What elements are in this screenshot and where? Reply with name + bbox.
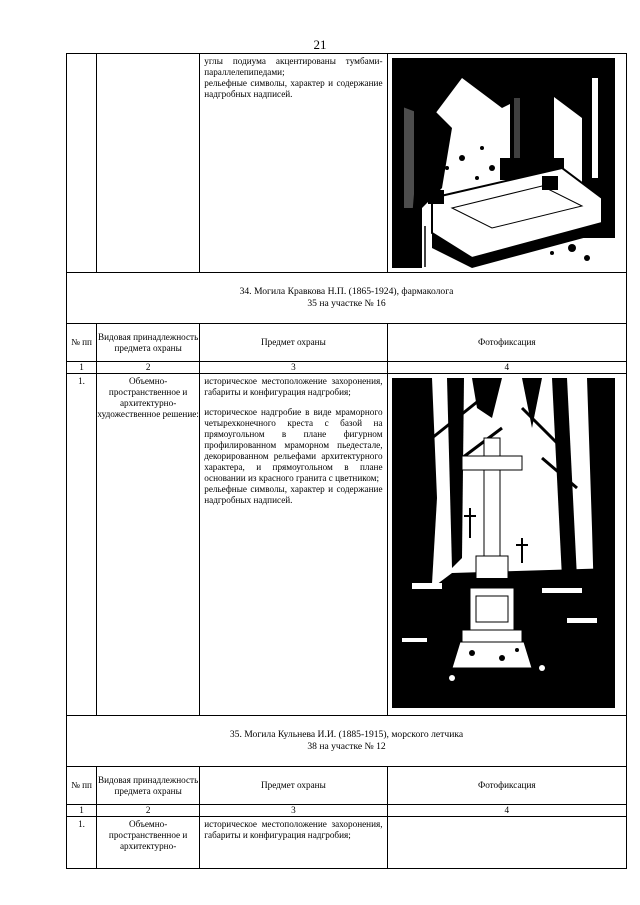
table-row xyxy=(67,374,627,716)
col-index: 2 xyxy=(97,362,200,374)
section-subtitle: 35 на участке № 16 xyxy=(307,298,386,309)
index-row xyxy=(67,362,627,374)
section-title: 34. Могила Кравкова Н.П. (1865-1924), фармаколога xyxy=(239,286,454,297)
row-number: 1. xyxy=(67,817,97,869)
col-header-kind: Видовая принадлежность предмета охраны xyxy=(97,767,200,805)
header-row xyxy=(67,324,627,362)
protection-subject xyxy=(200,817,387,869)
col-header-kind: Видовая принадлежность предмета охраны xyxy=(97,324,200,362)
col-index: 3 xyxy=(200,805,387,817)
col-header-photo: Фотофиксация xyxy=(387,324,626,362)
col-header-subject: Предмет охраны xyxy=(200,767,387,805)
row-number: 1. xyxy=(67,374,97,716)
photo-cell xyxy=(387,54,626,273)
section-title: 35. Могила Кульнева И.И. (1885-1915), морского летчика xyxy=(229,729,464,740)
section-subtitle: 38 на участке № 12 xyxy=(307,741,386,752)
table-row-continued xyxy=(67,54,627,273)
section-title-row xyxy=(67,273,627,324)
header-row xyxy=(67,767,627,805)
col-header-number: № пп xyxy=(67,324,97,362)
col-index: 4 xyxy=(387,805,626,817)
desc-paragraph: рельефные символы, характер и содержание надгробных надписей. xyxy=(204,484,383,505)
page-number: 21 xyxy=(313,37,327,52)
col-index: 3 xyxy=(200,362,387,374)
desc-paragraph: историческое местоположение захоронения, габариты и конфигурация надгробия; xyxy=(204,376,383,397)
col-header-photo: Фотофиксация xyxy=(387,767,626,805)
protection-subject xyxy=(200,54,387,273)
desc-paragraph: историческое местоположение захоронения, габариты и конфигурация надгробия; xyxy=(204,819,383,840)
desc-line: углы подиума акцентированы тумбами-параллелепипедами; xyxy=(204,56,383,77)
table-row xyxy=(67,817,627,869)
protection-kind: Объемно-пространственное и архитектурно-художественное решение: xyxy=(97,374,200,716)
col-index: 4 xyxy=(387,362,626,374)
col-header-subject: Предмет охраны xyxy=(200,324,387,362)
protection-subject xyxy=(200,374,387,716)
col-index: 1 xyxy=(67,805,97,817)
grave-photo-kravkov xyxy=(392,378,615,708)
desc-paragraph: историческое надгробие в виде мраморного четырехконечного креста с базой на прямоугольном в плане фигурном профилированном мраморном пьедестале, декорированном рельефами архитектурного характера, и прямоугольном в плане основании из красного гранита с цветником; xyxy=(204,407,383,483)
photo-cell xyxy=(387,817,626,869)
section-title-row xyxy=(67,716,627,767)
protection-kind: Объемно-пространственное и архитектурно- xyxy=(97,817,200,869)
grave-photo-previous xyxy=(392,58,615,268)
monument-table xyxy=(66,53,627,869)
desc-line: рельефные символы, характер и содержание надгробных надписей. xyxy=(204,78,383,99)
col-header-number: № пп xyxy=(67,767,97,805)
index-row xyxy=(67,805,627,817)
photo-cell xyxy=(387,374,626,716)
col-index: 2 xyxy=(97,805,200,817)
col-index: 1 xyxy=(67,362,97,374)
